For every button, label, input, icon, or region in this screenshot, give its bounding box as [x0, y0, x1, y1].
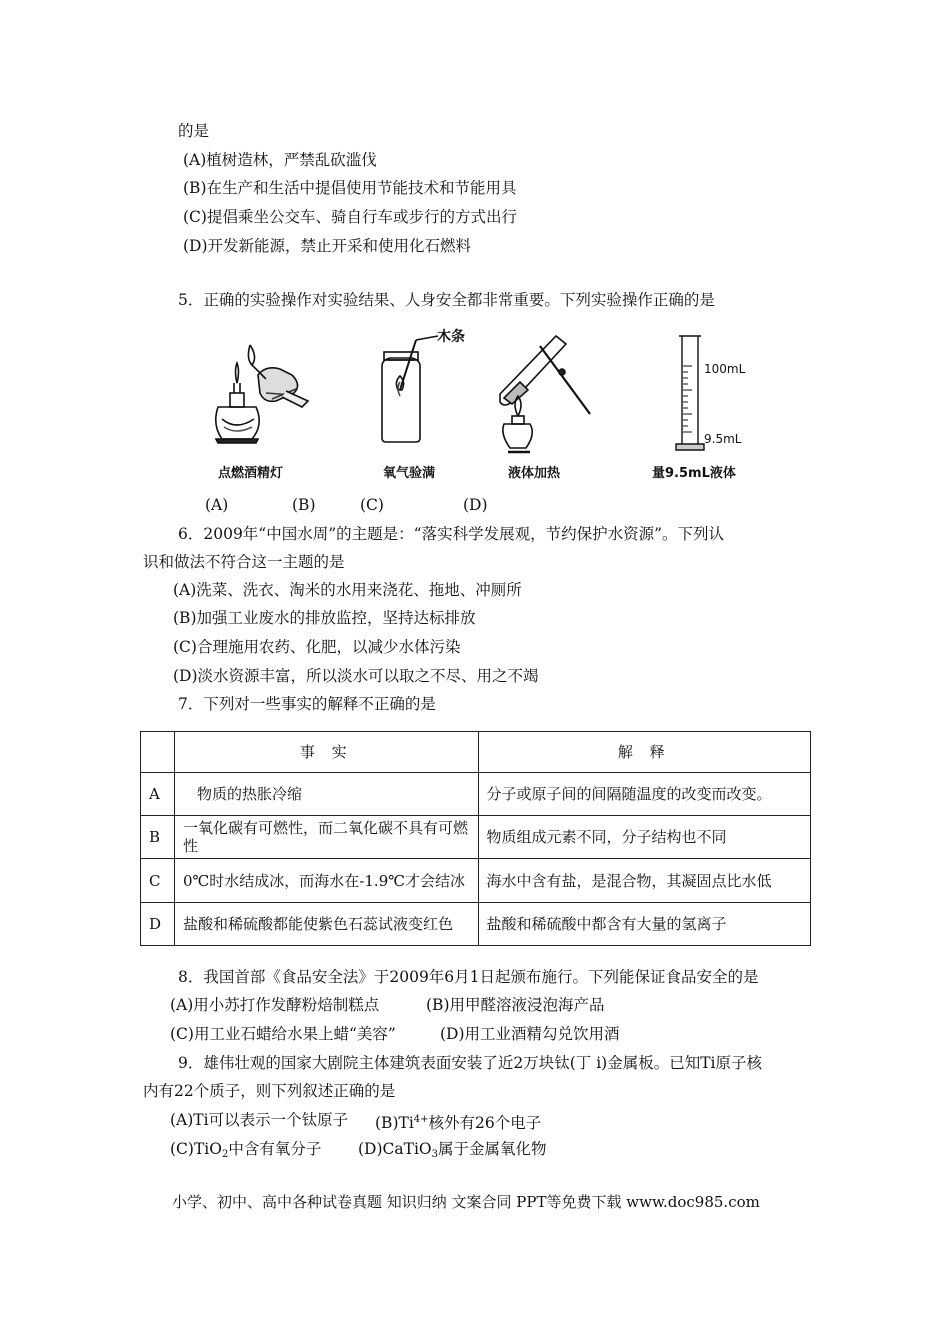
- q6-option-d: (D)淡水资源丰富，所以淡水可以取之不尽、用之不竭: [173, 667, 539, 685]
- q9-stem-line1: 9．雄伟壮观的国家大剧院主体建筑表面安装了近2万块钛(丁 i)金属板。已知Ti原子核: [178, 1054, 762, 1072]
- row-letter: D: [141, 903, 175, 946]
- q6-option-c: (C)合理施用农药、化肥，以减少水体污染: [173, 638, 461, 656]
- q9-option-c-pre: (C)TiO: [170, 1140, 222, 1158]
- q9-option-b-pre: (B)Ti: [375, 1114, 414, 1132]
- oxygen-check-figure: [370, 330, 490, 445]
- row-letter: C: [141, 859, 175, 903]
- table-row: [141, 816, 811, 859]
- q4-option-d: (D)开发新能源，禁止开采和使用化石燃料: [183, 237, 472, 255]
- header-explanation: 解 释: [478, 732, 810, 773]
- q5-option-b: (B): [292, 496, 316, 514]
- q9-option-c: [170, 1139, 321, 1165]
- q9-option-b: [375, 1110, 541, 1133]
- cylinder-100ml-mark: 100mL: [704, 362, 746, 376]
- q5-option-a: (A): [205, 496, 229, 514]
- row-explanation: 物质组成元素不同，分子结构也不同: [478, 816, 810, 859]
- q8-stem: 8．我国首部《食品安全法》于2009年6月1日起颁布施行。下列能保证食品安全的是: [178, 968, 759, 986]
- row-fact: 物质的热胀冷缩: [174, 773, 478, 816]
- q5-option-d: (D): [463, 496, 488, 514]
- figure-c-caption: 液体加热: [508, 466, 561, 481]
- q8-option-b: (B)用甲醛溶液浸泡海产品: [426, 996, 605, 1014]
- row-explanation: 海水中含有盐，是混合物，其凝固点比水低: [478, 859, 810, 903]
- row-explanation: 分子或原子间的间隔随温度的改变而改变。: [478, 773, 810, 816]
- q5-option-c: (C): [360, 496, 384, 514]
- q9-option-b-post: 核外有26个电子: [428, 1114, 542, 1132]
- q9-option-b-charge: 4+: [413, 1114, 429, 1125]
- q8-option-a: (A)用小苏打作发酵粉焙制糕点: [170, 996, 380, 1014]
- stick-label: 木条: [437, 329, 465, 345]
- liquid-heating-figure: [490, 330, 610, 455]
- q9-option-a: (A)Ti可以表示一个钛原子: [170, 1111, 349, 1129]
- row-fact: 盐酸和稀硫酸都能使紫色石蕊试液变红色: [174, 903, 478, 946]
- q9-stem-line2: 内有22个质子，则下列叙述正确的是: [143, 1082, 396, 1100]
- cylinder-9-5ml-mark: 9.5mL: [704, 432, 742, 446]
- row-fact: 一氧化碳有可燃性，而二氧化碳不具有可燃性: [174, 816, 478, 859]
- facts-table: [140, 731, 811, 946]
- table-row: [141, 859, 811, 903]
- header-blank: [141, 732, 175, 773]
- header-fact: 事 实: [174, 732, 478, 773]
- row-explanation: 盐酸和稀硫酸中都含有大量的氢离子: [478, 903, 810, 946]
- q6-stem-line1: 6．2009年“中国水周”的主题是：“落实科学发展观，节约保护水资源”。下列认: [178, 525, 725, 543]
- q4-option-c: (C)提倡乘坐公交车、骑自行车或步行的方式出行: [183, 208, 517, 226]
- q9-option-d-subscript: 3: [431, 1149, 438, 1160]
- q4-option-a: (A)植树造林，严禁乱砍滥伐: [183, 151, 377, 169]
- q4-stem-tail: 的是: [178, 122, 210, 140]
- row-letter: B: [141, 816, 175, 859]
- q6-option-a: (A)洗菜、洗衣、淘米的水用来浇花、拖地、冲厕所: [173, 581, 522, 599]
- figure-b-caption: 氧气验满: [383, 466, 436, 481]
- row-fact: 0℃时水结成冰，而海水在-1.9℃才会结冰: [174, 859, 478, 903]
- table-header-row: [141, 732, 811, 773]
- q8-option-d: (D)用工业酒精勾兑饮用酒: [440, 1025, 620, 1043]
- q6-stem-line2: 识和做法不符合这一主题的是: [143, 553, 345, 571]
- page-footer: 小学、初中、高中各种试卷真题 知识归纳 文案合同 PPT等免费下载 www.doc985.com: [172, 1193, 760, 1211]
- q9-option-c-subscript: 2: [221, 1149, 229, 1160]
- q6-option-b: (B)加强工业废水的排放监控，坚持达标排放: [173, 609, 476, 627]
- figure-a-caption: 点燃酒精灯: [218, 466, 284, 481]
- q9-option-d: [358, 1139, 547, 1165]
- alcohol-lamp-lighting-figure: [206, 335, 316, 450]
- q4-option-b: (B)在生产和生活中提倡使用节能技术和节能用具: [183, 179, 517, 197]
- q9-option-d-post: 属于金属氧化物: [438, 1140, 547, 1158]
- table-row: [141, 773, 811, 816]
- q9-option-d-pre: (D)CaTiO: [358, 1140, 432, 1158]
- q7-stem: 7．下列对一些事实的解释不正确的是: [178, 695, 436, 713]
- table-row: [141, 903, 811, 946]
- q5-stem: 5．正确的实验操作对实验结果、人身安全都非常重要。下列实验操作正确的是: [178, 291, 715, 309]
- figure-d-caption: 量9.5mL液体: [652, 466, 736, 481]
- q9-option-c-post: 中含有氧分子: [228, 1140, 322, 1158]
- row-letter: A: [141, 773, 175, 816]
- q8-option-c: (C)用工业石蜡给水果上蜡“美容”: [170, 1025, 396, 1043]
